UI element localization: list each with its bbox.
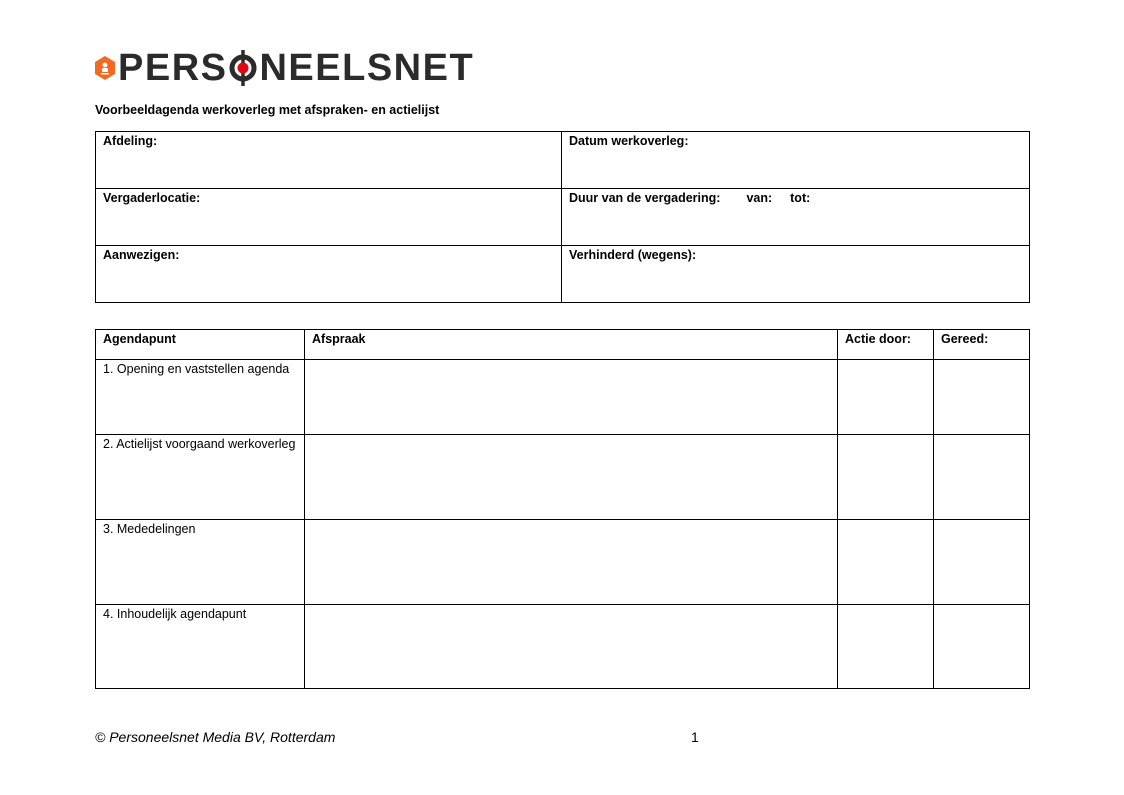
aanwezigen-field[interactable] [96, 246, 562, 303]
duur-field[interactable] [562, 189, 1030, 246]
agendapunt-cell: 2. Actielijst voorgaand werkoverleg [96, 435, 305, 520]
header-gereed: Gereed: [934, 330, 1030, 360]
agendapunt-cell: 3. Mededelingen [96, 520, 305, 605]
actie-door-cell[interactable] [838, 435, 934, 520]
logo-text-left: PERS [118, 47, 228, 89]
agendapunt-cell: 4. Inhoudelijk agendapunt [96, 605, 305, 689]
table-row [96, 360, 1030, 435]
afspraak-cell[interactable] [305, 520, 838, 605]
verhinderd-field[interactable] [562, 246, 1030, 303]
agenda-table [95, 329, 1030, 689]
afdeling-field[interactable] [96, 132, 562, 189]
gereed-cell[interactable] [934, 435, 1030, 520]
header-afspraak: Afspraak [305, 330, 838, 360]
page-number: 1 [691, 729, 699, 745]
verhinderd-label: Verhinderd (wegens): [569, 248, 697, 262]
afspraak-cell[interactable] [305, 435, 838, 520]
actie-door-cell[interactable] [838, 520, 934, 605]
table-row [96, 605, 1030, 689]
duur-label: Duur van de vergadering: [569, 191, 721, 205]
document-title: Voorbeeldagenda werkoverleg met afspraken- en actielijst [95, 103, 440, 117]
actie-door-cell[interactable] [838, 360, 934, 435]
agendapunt-cell: 1. Opening en vaststellen agenda [96, 360, 305, 435]
personeelsnet-logo [94, 48, 474, 88]
aanwezigen-label: Aanwezigen: [103, 248, 180, 262]
afdeling-label: Afdeling: [103, 134, 158, 148]
table-row [96, 435, 1030, 520]
van-label: van: [746, 191, 773, 205]
afspraak-cell[interactable] [305, 360, 838, 435]
gereed-cell[interactable] [934, 360, 1030, 435]
afspraak-cell[interactable] [305, 605, 838, 689]
header-agendapunt: Agendapunt [96, 330, 305, 360]
locatie-field[interactable] [96, 189, 562, 246]
datum-field[interactable] [562, 132, 1030, 189]
agenda-header-row [96, 330, 1030, 360]
hexagon-badge-icon [94, 55, 116, 81]
target-o-icon [228, 48, 258, 88]
gereed-cell[interactable] [934, 520, 1030, 605]
actie-door-cell[interactable] [838, 605, 934, 689]
tot-label: tot: [790, 191, 811, 205]
footer-copyright: © Personeelsnet Media BV, Rotterdam [95, 729, 336, 745]
datum-label: Datum werkoverleg: [569, 134, 689, 148]
header-actie-door: Actie door: [838, 330, 934, 360]
gereed-cell[interactable] [934, 605, 1030, 689]
meeting-info-table [95, 131, 1030, 303]
logo-text-right: NEELSNET [259, 47, 475, 89]
table-row [96, 520, 1030, 605]
locatie-label: Vergaderlocatie: [103, 191, 201, 205]
